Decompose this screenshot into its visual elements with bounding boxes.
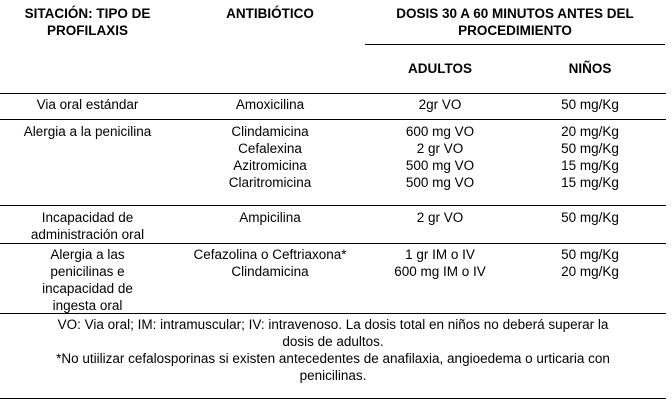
row-3-children-line-1: 50 mg/Kg — [561, 247, 619, 262]
row-2-antibiotic-line: Ampicilina — [239, 210, 301, 225]
row-2-adults — [365, 209, 515, 226]
row-3-situation-line-2: penicilinas e — [50, 264, 125, 279]
row-1-situation — [0, 123, 175, 140]
row-1-antibiotic-line-3: Azitromicina — [233, 158, 307, 173]
row-divider-2 — [0, 205, 666, 206]
row-3-situation-line-4: ingesta oral — [52, 298, 123, 313]
header-divider — [0, 93, 666, 94]
row-divider-3 — [0, 243, 666, 244]
header-situation-line-2: PROFILAXIS — [46, 23, 128, 38]
row-2-adults-line: 2 gr VO — [416, 210, 464, 225]
footnote-abbreviations-line-2: dosis de adultos. — [282, 334, 384, 349]
row-3-antibiotic — [175, 246, 365, 280]
row-0-adults-line: 2gr VO — [418, 97, 462, 112]
row-0-adults — [365, 96, 515, 113]
row-1-antibiotic-line-4: Claritromicina — [228, 175, 312, 190]
header-dose-line-1: DOSIS 30 A 60 MINUTOS ANTES DEL — [396, 6, 634, 21]
header-situation-line-1: SITACIÓN: TIPO DE — [24, 6, 151, 21]
row-0-situation-line: Via oral estándar — [36, 97, 139, 112]
footnote-abbreviations — [0, 316, 666, 350]
row-1-adults-line-1: 600 mg VO — [405, 124, 475, 139]
footnote-cephalosporins — [0, 350, 666, 384]
row-3-children-line-2: 20 mg/Kg — [561, 264, 619, 279]
row-1-children-line-3: 15 mg/Kg — [561, 158, 619, 173]
row-3-situation-line-3: incapacidad de — [42, 281, 133, 296]
row-1-children-line-4: 15 mg/Kg — [561, 175, 619, 190]
row-0-antibiotic — [175, 96, 365, 113]
row-2-children — [515, 209, 665, 226]
row-1-children-line-2: 50 mg/Kg — [561, 141, 619, 156]
row-3-situation-line-1: Alergia a las — [50, 247, 125, 262]
row-1-children — [515, 123, 665, 191]
header-dose-line-2: PROCEDIMIENTO — [458, 23, 572, 38]
header-adults — [365, 60, 515, 77]
row-1-adults-line-2: 2 gr VO — [416, 141, 464, 156]
row-1-antibiotic — [175, 123, 365, 191]
footnote-bottom-divider — [0, 398, 666, 399]
row-2-situation-line-1: Incapacidad de — [41, 210, 134, 225]
row-3-children — [515, 246, 665, 280]
row-1-children-line-1: 20 mg/Kg — [561, 124, 619, 139]
header-dose-group — [365, 5, 665, 39]
row-1-adults-line-4: 500 mg VO — [405, 175, 475, 190]
row-1-antibiotic-line-1: Clindamicina — [231, 124, 309, 139]
row-divider-1 — [0, 119, 666, 120]
header-adults-label: ADULTOS — [408, 61, 472, 76]
header-children-label: NIÑOS — [568, 61, 612, 76]
row-2-situation — [0, 209, 175, 243]
row-0-children-line: 50 mg/Kg — [561, 97, 619, 112]
row-2-children-line: 50 mg/Kg — [561, 210, 619, 225]
header-situation — [0, 5, 175, 39]
row-3-adults-line-1: 1 gr IM o IV — [405, 247, 475, 262]
footnote-cephalosporins-line-2: penicilinas. — [299, 368, 367, 383]
row-3-adults — [365, 246, 515, 280]
row-3-antibiotic-line-1: Cefazolina o Ceftriaxona* — [193, 247, 347, 262]
footnote-cephalosporins-line-1: *No utiilizar cefalosporinas si existen antecedentes de anafilaxia, angioedema o urticaria con — [56, 351, 610, 366]
footnote-abbreviations-line-1: VO: Via oral; IM: intramuscular; IV: intravenoso. La dosis total en niños no deberá superar la — [57, 317, 609, 332]
row-0-situation — [0, 96, 175, 113]
row-1-antibiotic-line-2: Cefalexina — [238, 141, 302, 156]
row-2-situation-line-2: administración oral — [30, 227, 145, 242]
table-bottom-divider — [0, 313, 666, 314]
row-1-situation-line: Alergia a la penicilina — [23, 124, 152, 139]
header-children — [515, 60, 665, 77]
row-0-children — [515, 96, 665, 113]
row-3-situation — [0, 246, 175, 314]
header-subdivider — [365, 44, 665, 45]
header-antibiotic-label: ANTIBIÓTICO — [226, 6, 314, 21]
row-1-adults — [365, 123, 515, 191]
header-antibiotic — [175, 5, 365, 22]
row-1-adults-line-3: 500 mg VO — [405, 158, 475, 173]
row-0-antibiotic-line: Amoxicilina — [235, 97, 305, 112]
row-3-antibiotic-line-2: Clindamicina — [231, 264, 309, 279]
row-2-antibiotic — [175, 209, 365, 226]
row-3-adults-line-2: 600 mg IM o IV — [394, 264, 486, 279]
